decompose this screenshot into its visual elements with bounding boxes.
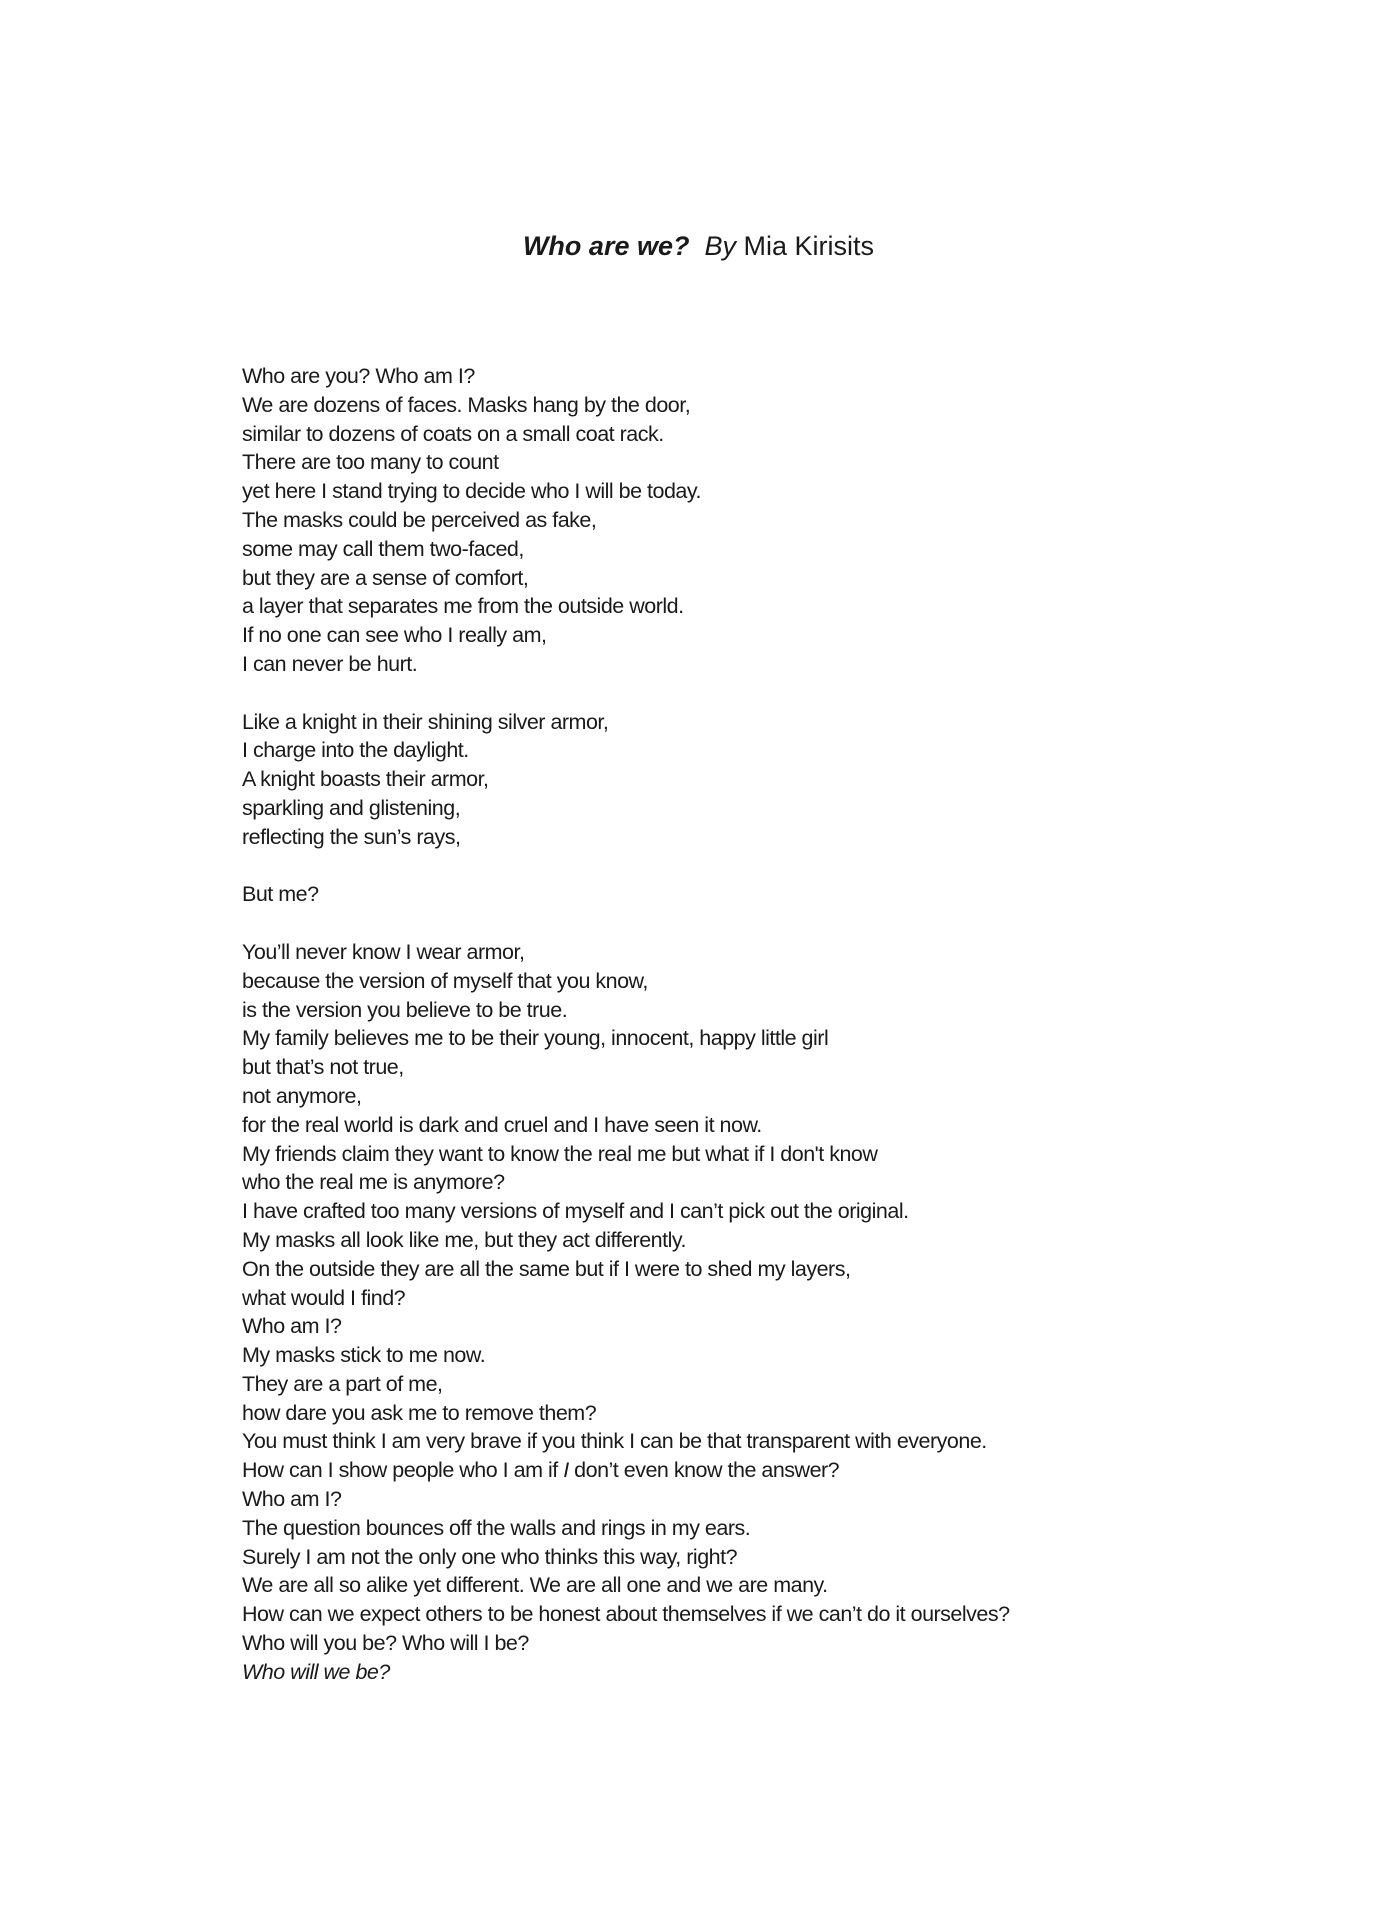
poem-body: [242, 362, 1342, 1715]
answer-line-before: How can I show people who I am if: [242, 1458, 564, 1483]
poem-line: The masks could be perceived as fake,: [242, 507, 597, 532]
answer-line-after: don’t even know the answer?: [568, 1458, 840, 1483]
poem-line: How can we expect others to be honest about themselves if we can’t do it ourselves?: [242, 1602, 1010, 1627]
poem-line: I have crafted too many versions of myself and I can’t pick out the original.: [242, 1199, 909, 1224]
poem-line: sparkling and glistening,: [242, 795, 461, 820]
stanza-2: [242, 708, 1342, 852]
by-label: By: [704, 231, 737, 261]
poem-line: Who am I?: [242, 1487, 342, 1512]
stanza-1: [242, 362, 1342, 679]
author-name: Mia Kirisits: [743, 231, 875, 261]
poem-line: a layer that separates me from the outside world.: [242, 594, 684, 619]
poem-line: My masks stick to me now.: [242, 1343, 486, 1368]
poem-line: My family believes me to be their young, innocent, happy little girl: [242, 1026, 829, 1051]
poem-line: Surely I am not the only one who thinks this way, right?: [242, 1544, 738, 1569]
poem-line: There are too many to count: [242, 450, 499, 475]
poem-line: Who am I?: [242, 1314, 342, 1339]
poem-line: A knight boasts their armor,: [242, 767, 489, 792]
poem-line: how dare you ask me to remove them?: [242, 1400, 597, 1425]
poem-line: I can never be hurt.: [242, 651, 418, 676]
stanza-4-lines: [242, 938, 1342, 1456]
poem-line: but that’s not true,: [242, 1055, 404, 1080]
poem-line: I charge into the daylight.: [242, 738, 469, 763]
poem-line: They are a part of me,: [242, 1371, 443, 1396]
poem-line: Who are you? Who am I?: [242, 364, 475, 388]
answer-line-emphasis: I: [563, 1458, 569, 1483]
poem-line: not anymore,: [242, 1083, 362, 1108]
poem-line: reflecting the sun’s rays,: [242, 824, 461, 849]
poem-line: My masks all look like me, but they act differently.: [242, 1227, 686, 1252]
stanza-4: [242, 938, 1342, 1687]
poem-line: We are dozens of faces. Masks hang by the door,: [242, 392, 691, 417]
poem-line: who the real me is anymore?: [242, 1170, 505, 1195]
poem-line: You’ll never know I wear armor,: [242, 939, 525, 964]
poem-line-answer: [242, 1456, 1342, 1485]
poem-line: for the real world is dark and cruel and I have seen it now.: [242, 1112, 762, 1137]
poem-line: yet here I stand trying to decide who I will be today.: [242, 479, 702, 504]
poem-line: Like a knight in their shining silver armor,: [242, 709, 609, 734]
poem-line: what would I find?: [242, 1285, 406, 1310]
poem-line: is the version you believe to be true.: [242, 997, 568, 1022]
poem-line: because the version of myself that you know,: [242, 968, 648, 993]
poem-line: If no one can see who I really am,: [242, 623, 547, 648]
poem-line: The question bounces off the walls and rings in my ears.: [242, 1515, 751, 1540]
final-line: Who will we be?: [242, 1659, 390, 1684]
poem-line: But me?: [242, 882, 319, 907]
poem-line: We are all so alike yet different. We are all one and we are many.: [242, 1573, 828, 1598]
poem-line: You must think I am very brave if you think I can be that transparent with everyone.: [242, 1429, 987, 1454]
poem-line: On the outside they are all the same but if I were to shed my layers,: [242, 1256, 851, 1281]
poem-line: My friends claim they want to know the real me but what if I don't know: [242, 1141, 878, 1166]
poem-line: similar to dozens of coats on a small coat rack.: [242, 421, 664, 446]
poem-heading: [0, 226, 1397, 266]
poem-line: Who will you be? Who will I be?: [242, 1631, 529, 1656]
poem-line: but they are a sense of comfort,: [242, 565, 529, 590]
poem-title: Who are we?: [522, 231, 690, 261]
stanza-3: [242, 880, 1342, 909]
stanza-4-end-lines: [242, 1485, 1342, 1658]
poem-line: some may call them two-faced,: [242, 536, 524, 561]
